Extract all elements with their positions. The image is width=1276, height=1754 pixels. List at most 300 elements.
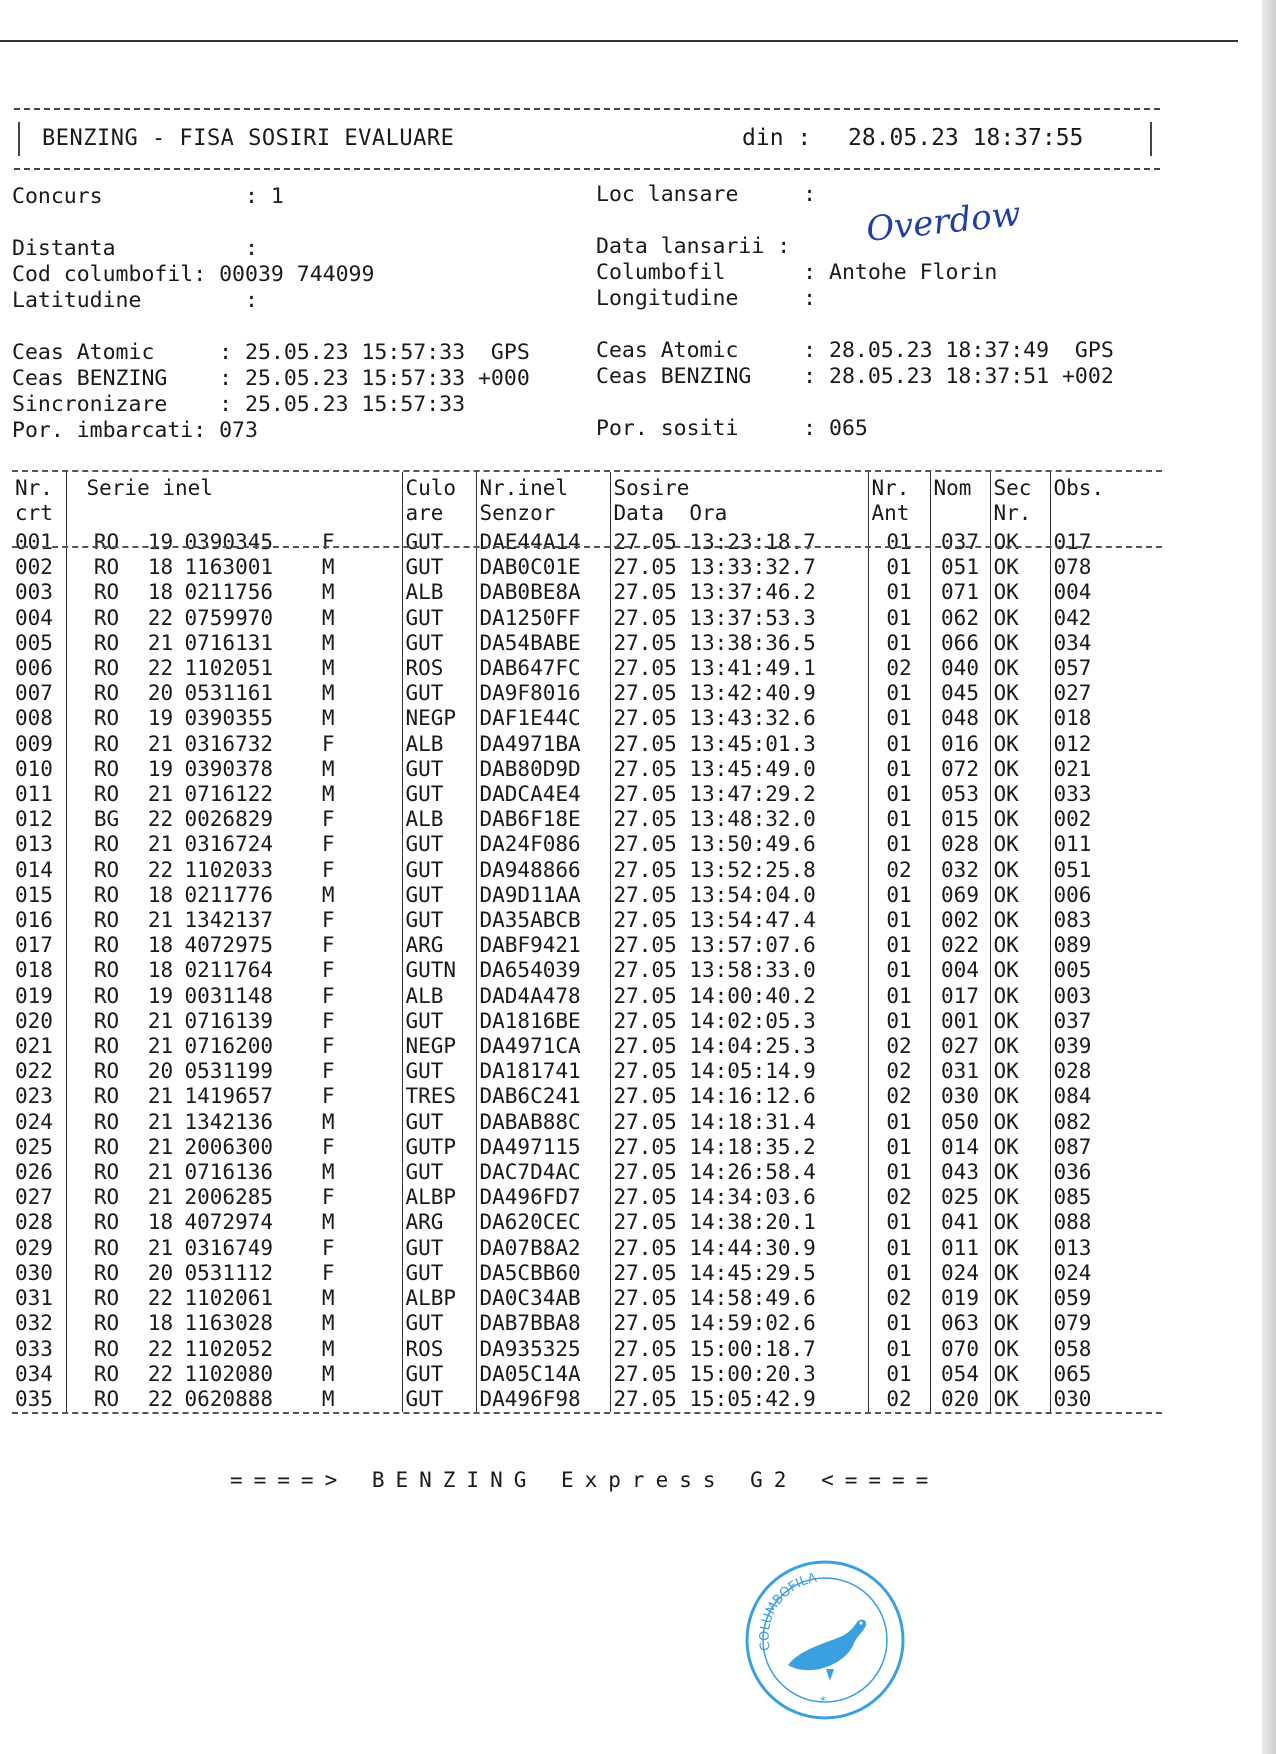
cell-arrival: 27.05 14:16:12.6 — [610, 1084, 868, 1109]
cell-nom: 025 — [930, 1185, 990, 1210]
cell-sec: OK — [990, 858, 1050, 883]
cell-arrival: 27.05 13:23:18.7 — [610, 530, 868, 555]
cell-nr-crt: 030 — [15, 1260, 53, 1285]
cell-color: ROS — [402, 656, 476, 681]
handwritten-launch-location: Overdow — [864, 194, 1023, 250]
table-row — [12, 858, 1162, 883]
cell-color: GUT — [402, 555, 476, 580]
cell-ring-series: RO 18 4072974 M — [66, 1210, 402, 1235]
cell-ring-series: RO 21 0716122 M — [66, 782, 402, 807]
cell-arrival: 27.05 13:48:32.0 — [610, 807, 868, 832]
cell-nr-crt: 018 — [15, 958, 53, 983]
cell-sensor-ring: DA54BABE — [476, 631, 610, 656]
cell-obs: 028 — [1050, 1059, 1162, 1084]
cell-ant: 01 — [868, 933, 930, 958]
cell-arrival: 27.05 15:05:42.9 — [610, 1387, 868, 1412]
cell-nom: 015 — [930, 807, 990, 832]
cell-obs: 065 — [1050, 1362, 1162, 1387]
cell-ring-series: RO 22 1102080 M — [66, 1362, 402, 1387]
table-row — [12, 681, 1162, 706]
cell-ring-series: RO 18 1163001 M — [66, 555, 402, 580]
cell-nr-crt: 021 — [15, 1034, 53, 1059]
cell-color: GUT — [402, 530, 476, 555]
cell-ant: 01 — [868, 1311, 930, 1336]
cell-arrival: 27.05 14:04:25.3 — [610, 1034, 868, 1059]
cell-nr-crt: 028 — [15, 1210, 53, 1235]
cell-nr-crt: 017 — [15, 933, 53, 958]
table-header-row — [12, 472, 1162, 530]
cell-sec: OK — [990, 1337, 1050, 1362]
cell-ring-series: RO 22 1102052 M — [66, 1337, 402, 1362]
cell-obs: 039 — [1050, 1034, 1162, 1059]
cell-sensor-ring: DA9F8016 — [476, 681, 610, 706]
cell-nr-crt: 019 — [15, 983, 53, 1008]
cell-ring-series: RO 22 1102061 M — [66, 1286, 402, 1311]
cell-ant: 02 — [868, 1387, 930, 1412]
cell-arrival: 27.05 14:26:58.4 — [610, 1160, 868, 1185]
table-row — [12, 530, 1162, 555]
cell-sensor-ring: DA4971BA — [476, 732, 610, 757]
report-date-label: din : — [742, 125, 812, 151]
cell-ant: 01 — [868, 757, 930, 782]
cell-nr-crt: 031 — [15, 1286, 53, 1311]
cell-nr-crt: 023 — [15, 1084, 53, 1109]
cell-ring-series: RO 19 0390345 F — [66, 530, 402, 555]
cell-ant: 02 — [868, 1034, 930, 1059]
cell-obs: 088 — [1050, 1210, 1162, 1235]
cell-color: GUT — [402, 883, 476, 908]
cell-nom: 031 — [930, 1059, 990, 1084]
cell-ring-series: RO 21 0716136 M — [66, 1160, 402, 1185]
cell-nr-crt: 035 — [15, 1386, 53, 1411]
cell-nom: 011 — [930, 1236, 990, 1261]
cell-color: GUT — [402, 681, 476, 706]
cell-color: ALB — [402, 732, 476, 757]
cell-sec: OK — [990, 883, 1050, 908]
cell-ant: 01 — [868, 706, 930, 731]
cell-nom: 053 — [930, 782, 990, 807]
cell-ant: 01 — [868, 1261, 930, 1286]
cell-obs: 004 — [1050, 580, 1162, 605]
cell-ant: 02 — [868, 1286, 930, 1311]
cell-obs: 030 — [1050, 1387, 1162, 1412]
cell-obs: 017 — [1050, 530, 1162, 555]
cell-arrival: 27.05 14:05:14.9 — [610, 1059, 868, 1084]
cell-ant: 02 — [868, 1084, 930, 1109]
cell-ring-series: RO 21 0716131 M — [66, 631, 402, 656]
cell-obs: 058 — [1050, 1337, 1162, 1362]
cell-ring-series: RO 22 1102033 F — [66, 858, 402, 883]
cell-nom: 004 — [930, 958, 990, 983]
page-top-edge — [0, 40, 1238, 42]
table-row — [12, 1362, 1162, 1387]
cell-nr-crt: 014 — [15, 857, 53, 882]
cell-arrival: 27.05 13:37:46.2 — [610, 580, 868, 605]
cell-sec: OK — [990, 757, 1050, 782]
pigeon-icon — [788, 1620, 866, 1681]
table-row — [12, 1185, 1162, 1210]
cell-ring-series: RO 19 0031148 F — [66, 984, 402, 1009]
cell-sensor-ring: DABF9421 — [476, 933, 610, 958]
cell-nom: 072 — [930, 757, 990, 782]
cell-obs: 013 — [1050, 1236, 1162, 1261]
cell-nom: 017 — [930, 984, 990, 1009]
table-row — [12, 908, 1162, 933]
cell-sec: OK — [990, 933, 1050, 958]
cell-sec: OK — [990, 1311, 1050, 1336]
table-row — [12, 883, 1162, 908]
cell-arrival: 27.05 13:58:33.0 — [610, 958, 868, 983]
cell-ant: 02 — [868, 656, 930, 681]
document-title: BENZING - FISA SOSIRI EVALUARE — [42, 126, 455, 151]
cell-obs: 085 — [1050, 1185, 1162, 1210]
table-mid-separator — [12, 546, 1162, 548]
cell-obs: 018 — [1050, 706, 1162, 731]
cell-color: GUT — [402, 832, 476, 857]
cell-sec: OK — [990, 1185, 1050, 1210]
cell-nom: 050 — [930, 1110, 990, 1135]
cell-arrival: 27.05 13:45:01.3 — [610, 732, 868, 757]
cell-ant: 01 — [868, 631, 930, 656]
cell-ant: 01 — [868, 1210, 930, 1235]
cell-color: NEGP — [402, 706, 476, 731]
cell-nom: 037 — [930, 530, 990, 555]
cell-arrival: 27.05 14:38:20.1 — [610, 1210, 868, 1235]
cell-nom: 027 — [930, 1034, 990, 1059]
cell-ring-series: RO 19 0390378 M — [66, 757, 402, 782]
cell-color: GUT — [402, 1160, 476, 1185]
cell-sensor-ring: DA0C34AB — [476, 1286, 610, 1311]
table-row — [12, 1286, 1162, 1311]
cell-nr-crt: 029 — [15, 1235, 53, 1260]
report-date: 28.05.23 18:37:55 — [848, 125, 1084, 151]
cell-color: ALBP — [402, 1286, 476, 1311]
cell-ring-series: RO 18 4072975 F — [66, 933, 402, 958]
cell-ring-series: RO 18 0211776 M — [66, 883, 402, 908]
table-row — [12, 958, 1162, 983]
table-row — [12, 757, 1162, 782]
cell-sec: OK — [990, 681, 1050, 706]
cell-sensor-ring: DAB0BE8A — [476, 580, 610, 605]
cell-obs: 027 — [1050, 681, 1162, 706]
cell-sec: OK — [990, 1236, 1050, 1261]
header-sosire: Sosire Data Ora — [610, 472, 868, 530]
cell-ring-series: RO 18 0211756 M — [66, 580, 402, 605]
cell-sensor-ring: DAB647FC — [476, 656, 610, 681]
footer-banner: ====> BENZING Express G2 <==== — [230, 1468, 940, 1492]
cell-color: ARG — [402, 1210, 476, 1235]
cell-ant: 01 — [868, 807, 930, 832]
cell-sec: OK — [990, 1362, 1050, 1387]
cell-nom: 002 — [930, 908, 990, 933]
table-row — [12, 555, 1162, 580]
cell-sec: OK — [990, 706, 1050, 731]
cell-color: GUT — [402, 1387, 476, 1412]
cell-ant: 01 — [868, 606, 930, 631]
cell-ant: 01 — [868, 1009, 930, 1034]
cell-sensor-ring: DA9D11AA — [476, 883, 610, 908]
stamp-star: * — [820, 1694, 826, 1708]
cell-obs: 011 — [1050, 832, 1162, 857]
cell-ant: 02 — [868, 1059, 930, 1084]
cell-nom: 063 — [930, 1311, 990, 1336]
cell-color: GUT — [402, 1362, 476, 1387]
cell-nom: 070 — [930, 1337, 990, 1362]
cell-arrival: 27.05 14:00:40.2 — [610, 984, 868, 1009]
cell-ring-series: RO 21 1419657 F — [66, 1084, 402, 1109]
header-senzor: Nr.inel Senzor — [476, 472, 610, 530]
cell-obs: 003 — [1050, 984, 1162, 1009]
cell-sec: OK — [990, 807, 1050, 832]
cell-color: GUT — [402, 908, 476, 933]
cell-ring-series: RO 22 1102051 M — [66, 656, 402, 681]
table-row — [12, 1311, 1162, 1336]
cell-sec: OK — [990, 1110, 1050, 1135]
cell-arrival: 27.05 14:18:35.2 — [610, 1135, 868, 1160]
cell-arrival: 27.05 14:45:29.5 — [610, 1261, 868, 1286]
cell-nr-crt: 013 — [15, 832, 53, 857]
cell-nr-crt: 012 — [15, 807, 53, 832]
cell-sensor-ring: DA1250FF — [476, 606, 610, 631]
table-row — [12, 732, 1162, 757]
cell-sec: OK — [990, 631, 1050, 656]
header-obs: Obs. — [1050, 472, 1162, 530]
cell-sec: OK — [990, 530, 1050, 555]
cell-nr-crt: 025 — [15, 1134, 53, 1159]
cell-ant: 01 — [868, 1160, 930, 1185]
cell-nom: 069 — [930, 883, 990, 908]
cell-sec: OK — [990, 1210, 1050, 1235]
cell-ant: 02 — [868, 1185, 930, 1210]
cell-sensor-ring: DA05C14A — [476, 1362, 610, 1387]
cell-sensor-ring: DA07B8A2 — [476, 1236, 610, 1261]
table-row — [12, 706, 1162, 731]
cell-ant: 01 — [868, 984, 930, 1009]
cell-arrival: 27.05 13:33:32.7 — [610, 555, 868, 580]
cell-color: ALB — [402, 580, 476, 605]
cell-nr-crt: 004 — [15, 605, 53, 630]
cell-obs: 021 — [1050, 757, 1162, 782]
cell-ant: 01 — [868, 1236, 930, 1261]
cell-obs: 083 — [1050, 908, 1162, 933]
cell-nr-crt: 011 — [15, 782, 53, 807]
cell-ring-series: RO 20 0531112 F — [66, 1261, 402, 1286]
cell-sec: OK — [990, 782, 1050, 807]
cell-obs: 079 — [1050, 1311, 1162, 1336]
cell-arrival: 27.05 13:54:04.0 — [610, 883, 868, 908]
table-row — [12, 631, 1162, 656]
cell-obs: 078 — [1050, 555, 1162, 580]
cell-sec: OK — [990, 1261, 1050, 1286]
cell-color: NEGP — [402, 1034, 476, 1059]
table-row — [12, 1084, 1162, 1109]
cell-ring-series: RO 20 0531199 F — [66, 1059, 402, 1084]
cell-arrival: 27.05 14:34:03.6 — [610, 1185, 868, 1210]
cell-nom: 028 — [930, 832, 990, 857]
cell-sec: OK — [990, 1387, 1050, 1412]
table-row — [12, 656, 1162, 681]
cell-sensor-ring: DAB0C01E — [476, 555, 610, 580]
cell-sec: OK — [990, 656, 1050, 681]
table-row — [12, 807, 1162, 832]
cell-arrival: 27.05 13:41:49.1 — [610, 656, 868, 681]
cell-sec: OK — [990, 555, 1050, 580]
meta-right-block: Loc lansare : Data lansarii : Columbofil : Antohe Florin Longitudine : Ceas Atomic : 28.05.23 18:37:49 GPS Ceas BENZING : 28.05.23 18:37:51 +002 Por. sositi : 065 — [596, 182, 1114, 441]
cell-obs: 024 — [1050, 1261, 1162, 1286]
cell-nom: 048 — [930, 706, 990, 731]
cell-nom: 001 — [930, 1009, 990, 1034]
header-culoare: Culo are — [402, 472, 476, 530]
table-row — [12, 1034, 1162, 1059]
cell-arrival: 27.05 14:18:31.4 — [610, 1110, 868, 1135]
cell-nr-crt: 008 — [15, 706, 53, 731]
cell-sensor-ring: DA5CBB60 — [476, 1261, 610, 1286]
cell-sensor-ring: DA4971CA — [476, 1034, 610, 1059]
cell-obs: 084 — [1050, 1084, 1162, 1109]
cell-arrival: 27.05 13:37:53.3 — [610, 606, 868, 631]
cell-color: GUT — [402, 606, 476, 631]
cell-nr-crt: 027 — [15, 1185, 53, 1210]
cell-sec: OK — [990, 606, 1050, 631]
cell-arrival: 27.05 13:57:07.6 — [610, 933, 868, 958]
cell-ant: 01 — [868, 1362, 930, 1387]
scan-edge — [1262, 0, 1276, 1754]
cell-ring-series: RO 21 1342137 F — [66, 908, 402, 933]
cell-color: ALB — [402, 807, 476, 832]
cell-color: ROS — [402, 1337, 476, 1362]
cell-sec: OK — [990, 832, 1050, 857]
cell-ant: 01 — [868, 958, 930, 983]
header-nr: Nr. crt — [15, 476, 53, 525]
header-nom: Nom — [930, 472, 990, 530]
cell-color: TRES — [402, 1084, 476, 1109]
table-row — [12, 1236, 1162, 1261]
cell-nr-crt: 001 — [15, 530, 53, 554]
cell-arrival: 27.05 13:54:47.4 — [610, 908, 868, 933]
cell-sec: OK — [990, 1286, 1050, 1311]
cell-nom: 045 — [930, 681, 990, 706]
cell-ant: 01 — [868, 883, 930, 908]
cell-sensor-ring: DAB7BBA8 — [476, 1311, 610, 1336]
cell-sensor-ring: DA24F086 — [476, 832, 610, 857]
table-row — [12, 606, 1162, 631]
cell-arrival: 27.05 15:00:20.3 — [610, 1362, 868, 1387]
table-row — [12, 1337, 1162, 1362]
cell-ant: 01 — [868, 1135, 930, 1160]
table-row — [12, 782, 1162, 807]
cell-nr-crt: 022 — [15, 1059, 53, 1084]
cell-color: GUTN — [402, 958, 476, 983]
arrivals-table — [12, 472, 1162, 1412]
cell-nr-crt: 006 — [15, 656, 53, 681]
table-row — [12, 933, 1162, 958]
cell-sensor-ring: DA181741 — [476, 1059, 610, 1084]
cell-color: GUT — [402, 1311, 476, 1336]
cell-color: GUT — [402, 1009, 476, 1034]
table-row — [12, 1009, 1162, 1034]
cell-nr-crt: 007 — [15, 681, 53, 706]
cell-obs: 042 — [1050, 606, 1162, 631]
cell-nr-crt: 002 — [15, 555, 53, 580]
cell-color: ARG — [402, 933, 476, 958]
cell-obs: 036 — [1050, 1160, 1162, 1185]
cell-ant: 01 — [868, 1337, 930, 1362]
cell-sec: OK — [990, 908, 1050, 933]
cell-color: ALBP — [402, 1185, 476, 1210]
cell-sec: OK — [990, 732, 1050, 757]
cell-color: GUT — [402, 1059, 476, 1084]
cell-ring-series: RO 21 0316724 F — [66, 832, 402, 857]
cell-ant: 01 — [868, 681, 930, 706]
cell-sec: OK — [990, 1160, 1050, 1185]
cell-ring-series: RO 18 1163028 M — [66, 1311, 402, 1336]
cell-nom: 032 — [930, 858, 990, 883]
cell-nr-crt: 016 — [15, 908, 53, 933]
cell-sensor-ring: DA496F98 — [476, 1387, 610, 1412]
table-row — [12, 1059, 1162, 1084]
header-serie: Serie inel — [66, 472, 402, 530]
table-row — [12, 984, 1162, 1009]
cell-ring-series: RO 22 0759970 M — [66, 606, 402, 631]
cell-sec: OK — [990, 1009, 1050, 1034]
cell-ring-series: RO 21 0316749 F — [66, 1236, 402, 1261]
cell-sec: OK — [990, 1059, 1050, 1084]
table-row — [12, 1387, 1162, 1412]
cell-nr-crt: 034 — [15, 1361, 53, 1386]
cell-arrival: 27.05 13:52:25.8 — [610, 858, 868, 883]
cell-nr-crt: 005 — [15, 630, 53, 655]
cell-color: GUT — [402, 782, 476, 807]
cell-sec: OK — [990, 1034, 1050, 1059]
cell-sensor-ring: DA35ABCB — [476, 908, 610, 933]
cell-nom: 054 — [930, 1362, 990, 1387]
cell-sensor-ring: DA497115 — [476, 1135, 610, 1160]
cell-nr-crt: 024 — [15, 1109, 53, 1134]
cell-nom: 024 — [930, 1261, 990, 1286]
cell-arrival: 27.05 14:02:05.3 — [610, 1009, 868, 1034]
cell-ant: 01 — [868, 732, 930, 757]
cell-obs: 033 — [1050, 782, 1162, 807]
cell-arrival: 27.05 13:38:36.5 — [610, 631, 868, 656]
cell-sensor-ring: DA1816BE — [476, 1009, 610, 1034]
cell-sensor-ring: DADCA4E4 — [476, 782, 610, 807]
cell-ant: 01 — [868, 1110, 930, 1135]
cell-color: GUT — [402, 858, 476, 883]
cell-ring-series: RO 21 2006285 F — [66, 1185, 402, 1210]
cell-ant: 01 — [868, 782, 930, 807]
cell-color: GUT — [402, 1236, 476, 1261]
cell-obs: 034 — [1050, 631, 1162, 656]
cell-sensor-ring: DA948866 — [476, 858, 610, 883]
cell-arrival: 27.05 13:47:29.2 — [610, 782, 868, 807]
cell-obs: 005 — [1050, 958, 1162, 983]
cell-ring-series: RO 22 0620888 M — [66, 1387, 402, 1412]
association-stamp — [740, 1555, 910, 1725]
cell-color: GUT — [402, 1261, 476, 1286]
cell-arrival: 27.05 14:59:02.6 — [610, 1311, 868, 1336]
cell-obs: 012 — [1050, 732, 1162, 757]
cell-color: GUTP — [402, 1135, 476, 1160]
cell-arrival: 27.05 15:00:18.7 — [610, 1337, 868, 1362]
cell-sensor-ring: DA654039 — [476, 958, 610, 983]
stamp-inner-ring — [763, 1578, 887, 1702]
cell-sensor-ring: DAE44A14 — [476, 530, 610, 555]
table-row — [12, 1135, 1162, 1160]
cell-obs: 089 — [1050, 933, 1162, 958]
table-row — [12, 832, 1162, 857]
stamp-text-top: COLUMBOFILA — [757, 1570, 819, 1652]
cell-sensor-ring: DABAB88C — [476, 1110, 610, 1135]
